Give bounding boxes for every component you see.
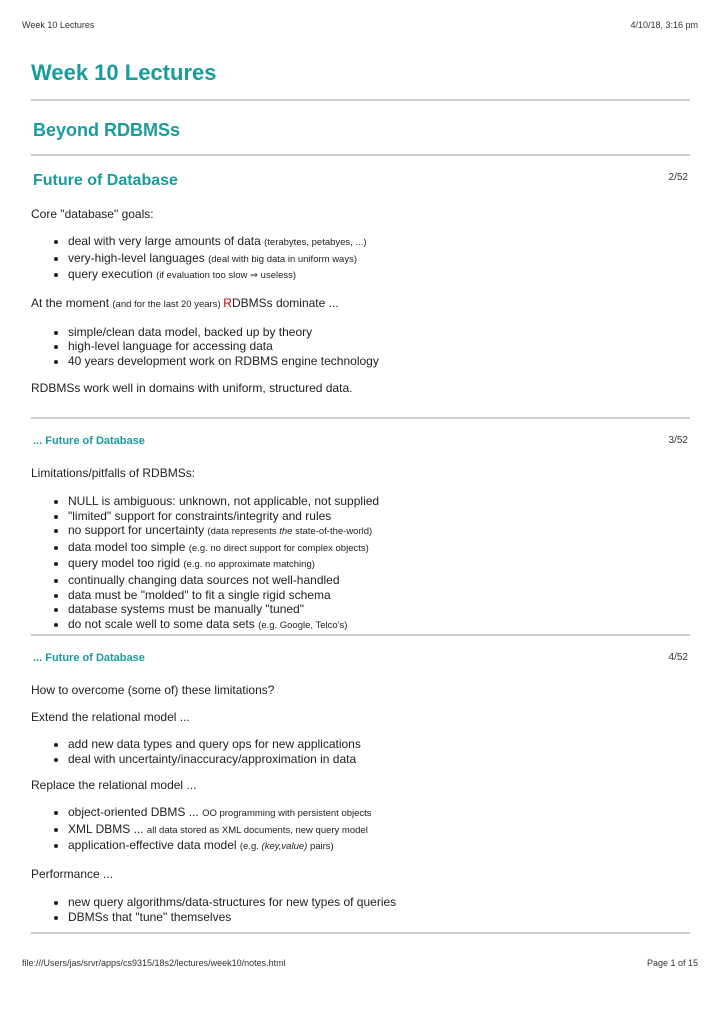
divider: [31, 634, 690, 636]
list-item: • high-level language for accessing data: [68, 339, 690, 354]
item-note: (e.g. Google, Telco's): [258, 619, 348, 631]
slide-title: ... Future of Database: [33, 435, 145, 447]
perf-intro: Performance ...: [31, 866, 114, 881]
item-text: query execution: [68, 267, 157, 282]
item-text: object-oriented DBMS ...: [68, 805, 203, 820]
item-text: very-high-level languages: [68, 250, 209, 265]
item-text: application-effective data model: [68, 838, 240, 853]
slide-title: ... Future of Database: [33, 652, 145, 664]
divider: [31, 99, 690, 101]
list-item: • database systems must be manually "tuned": [68, 602, 690, 617]
list-item: [68, 556, 690, 573]
list-item: [68, 822, 690, 839]
list-item: • simple/clean data model, backed up by theory: [68, 325, 690, 340]
divider: [31, 417, 690, 419]
note-part: pairs): [307, 841, 334, 853]
slide-3: [31, 435, 690, 633]
item-note: (e.g. no approximate matching): [183, 559, 315, 571]
item-note: [207, 526, 372, 537]
item-text: do not scale well to some data sets: [68, 616, 259, 631]
list-item: • 40 years development work on RDBMS engine technology: [68, 354, 690, 369]
goals-list: [31, 234, 690, 284]
slide-closing: RDBMSs work well in domains with uniform, structured data.: [31, 380, 353, 395]
slide-number: 2/52: [668, 172, 688, 183]
item-text: deal with very large amounts of data: [68, 234, 265, 248]
list-item: [68, 267, 690, 284]
note-part: (e.g.: [239, 841, 262, 853]
divider: [31, 932, 690, 934]
item-note: (deal with big data in uniform ways): [208, 253, 357, 265]
item-note: [240, 841, 334, 852]
moment-tail: DBMSs dominate ...: [231, 295, 339, 310]
item-text: no support for uncertainty: [68, 523, 208, 538]
note-emphasis: the: [279, 526, 293, 538]
list-item: [68, 234, 690, 251]
replace-intro: Replace the relational model ...: [31, 778, 197, 793]
item-note: (if evaluation too slow ⇒ useless): [156, 270, 297, 282]
note-part: (data represents: [207, 526, 280, 538]
slide-number: 4/52: [668, 652, 688, 663]
moment-text: [31, 296, 690, 312]
item-text: data model too simple: [68, 539, 189, 554]
extend-intro: Extend the relational model ...: [31, 710, 190, 724]
item-text: XML DBMS ...: [68, 821, 147, 836]
page-number: Page 1 of 15: [646, 958, 698, 968]
file-path: file:///Users/jas/srvr/apps/cs9315/18s2/lectures/week10/notes.html: [22, 958, 286, 968]
highlight-r: R: [223, 295, 232, 310]
item-note: OO programming with persistent objects: [202, 808, 372, 820]
list-item: [68, 251, 690, 268]
list-item: [68, 540, 690, 557]
item-note: all data stored as XML documents, new query model: [146, 824, 368, 836]
list-item: [68, 617, 690, 634]
list-item: • add new data types and query ops for new applications: [68, 737, 690, 752]
slide-2: [31, 172, 690, 396]
document-title: Week 10 Lectures: [31, 60, 217, 85]
note-part: state-of-the-world): [292, 526, 373, 538]
slide-number: 3/52: [668, 435, 688, 446]
list-item: • new query algorithms/data-structures for new types of queries: [68, 895, 690, 910]
section-title: Beyond RDBMSs: [33, 120, 181, 140]
divider: [31, 154, 690, 156]
moment-note: (and for the last 20 years): [112, 298, 224, 310]
slide-intro: Limitations/pitfalls of RDBMSs:: [31, 466, 196, 480]
points-list: [31, 325, 690, 369]
list-item: [68, 838, 690, 855]
list-item: • data must be "molded" to fit a single rigid schema: [68, 588, 690, 603]
slide-intro: Core "database" goals:: [31, 207, 154, 221]
slide-question: How to overcome (some of) these limitations?: [31, 683, 275, 697]
list-item: • "limited" support for constraints/integrity and rules: [68, 509, 690, 524]
list-item: [68, 805, 690, 822]
slide-4: [31, 652, 690, 924]
extend-list: [31, 737, 690, 766]
moment-lead: At the moment: [31, 295, 113, 310]
list-item: • deal with uncertainty/inaccuracy/approximation in data: [68, 752, 690, 767]
item-text: query model too rigid: [68, 556, 184, 571]
slide-title: Future of Database: [33, 172, 178, 189]
note-emphasis: (key,value): [261, 841, 308, 853]
browser-header-title: Week 10 Lectures: [22, 20, 95, 30]
limitations-list: [31, 494, 690, 633]
performance-list: [31, 895, 690, 924]
replace-list: [31, 805, 690, 855]
browser-header-datetime: 4/10/18, 3:16 pm: [630, 20, 698, 30]
list-item: • DBMSs that "tune" themselves: [68, 910, 690, 925]
item-note: (e.g. no direct support for complex objects): [188, 542, 369, 554]
item-note: (terabytes, petabyes, ...): [264, 237, 367, 248]
list-item: • continually changing data sources not well-handled: [68, 573, 690, 588]
list-item: • NULL is ambiguous: unknown, not applicable, not supplied: [68, 494, 690, 509]
list-item: [68, 523, 690, 540]
